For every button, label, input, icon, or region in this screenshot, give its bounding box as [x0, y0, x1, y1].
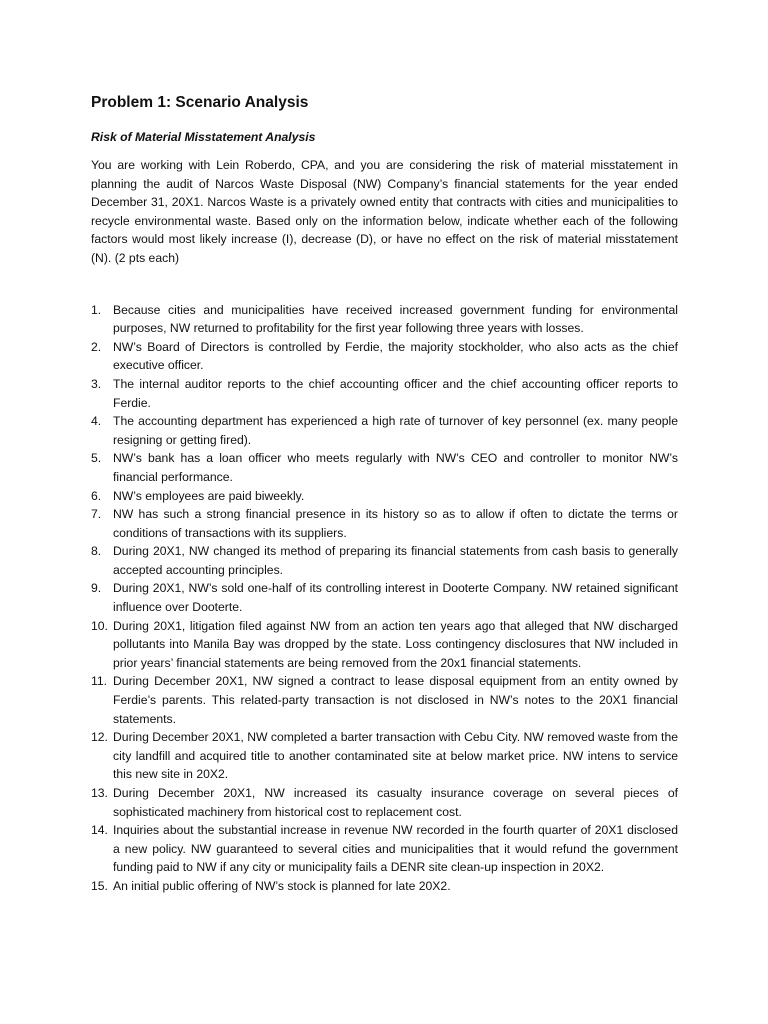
list-item — [91, 338, 678, 375]
item-number: 2. — [91, 339, 102, 354]
section-subtitle: Risk of Material Misstatement Analysis — [91, 130, 316, 144]
item-text: NW’s Board of Directors is controlled by Ferdie, the majority stockholder, who also acts as the chief executive officer. — [113, 339, 678, 373]
item-number: 4. — [91, 414, 102, 429]
item-number: 10. — [91, 618, 108, 633]
list-item — [91, 412, 678, 449]
item-text: Inquiries about the substantial increase in revenue NW recorded in the fourth quarter of 20X1 disclosed a new policy. NW guaranteed to several cities and municipalities that it would refund the government funding paid to NW if any city or municipality fails a DENR site clean-up inspection in 20X2. — [113, 823, 678, 875]
item-text: During 20X1, NW’s sold one-half of its controlling interest in Dooterte Company. NW retained significant influence over Dooterte. — [113, 581, 678, 615]
item-number: 9. — [91, 581, 102, 596]
item-text: During December 20X1, NW increased its casualty insurance coverage on several pieces of sophisticated machinery from historical cost to replacement cost. — [113, 786, 678, 819]
item-number: 12. — [91, 730, 108, 745]
list-item — [91, 579, 678, 616]
document-page — [91, 92, 678, 896]
item-number: 3. — [91, 376, 102, 391]
item-number: 5. — [91, 451, 102, 466]
item-text: The accounting department has experienced a high rate of turnover of key personnel (ex. many people resigning or getting fired). — [113, 414, 678, 447]
intro-paragraph: You are working with Lein Roberdo, CPA, and you are considering the risk of material misstatement in planning the audit of Narcos Waste Disposal (NW) Company’s financial statements for the year ended December 31, 20X1. Narcos Waste is a privately owned entity that contracts with cities and municipalities to recycle environmental waste. Based only on the information below, indicate whether each of the following factors would most likely increase (I), decrease (D), or have no effect on the risk of material misstatement (N). (2 pts each) — [91, 158, 678, 265]
list-item — [91, 728, 678, 784]
item-number: 6. — [91, 488, 102, 503]
item-text: During December 20X1, NW signed a contract to lease disposal equipment from an entity owned by Ferdie’s parents. This related-party transaction is not disclosed in NW’s notes to the 20X1 financial statements. — [113, 674, 678, 726]
factor-list — [91, 301, 678, 896]
item-text: During December 20X1, NW completed a barter transaction with Cebu City. NW removed waste from the city landfill and acquired title to another contaminated site at below market price. NW intens to service this new site in 20X2. — [113, 730, 678, 782]
item-number: 1. — [91, 302, 102, 317]
item-text: NW has such a strong financial presence in its history so as to allow if often to dictate the terms or conditions of transactions with its suppliers. — [113, 507, 678, 540]
list-item — [91, 542, 678, 579]
list-item — [91, 301, 678, 338]
list-item — [91, 821, 678, 877]
item-text: During 20X1, NW changed its method of preparing its financial statements from cash basis to generally accepted accounting principles. — [113, 544, 678, 577]
item-text: NW’s bank has a loan officer who meets regularly with NW’s CEO and controller to monitor NW’s financial performance. — [113, 451, 678, 484]
list-item — [91, 617, 678, 673]
item-number: 11. — [91, 674, 108, 689]
item-number: 14. — [91, 823, 108, 838]
list-item — [91, 449, 678, 486]
item-text: Because cities and municipalities have received increased government funding for environmental purposes, NW returned to profitability for the first year following three years with losses. — [113, 302, 678, 336]
item-number: 8. — [91, 544, 102, 559]
list-item — [91, 784, 678, 821]
item-text: The internal auditor reports to the chief accounting officer and the chief accounting officer reports to Ferdie. — [113, 376, 678, 410]
item-text: During 20X1, litigation filed against NW from an action ten years ago that alleged that NW discharged pollutants into Manila Bay was dropped by the state. Loss contingency disclosures that NW included in prior years’ financial statements are being removed from the 20x1 financial statements. — [113, 618, 678, 670]
list-item — [91, 672, 678, 728]
item-number: 7. — [91, 507, 102, 522]
list-item — [91, 505, 678, 542]
item-text: NW’s employees are paid biweekly. — [113, 488, 305, 503]
page-title: Problem 1: Scenario Analysis — [91, 94, 309, 111]
item-text: An initial public offering of NW’s stock is planned for late 20X2. — [113, 878, 451, 893]
list-item — [91, 375, 678, 412]
list-item — [91, 487, 678, 506]
item-number: 13. — [91, 786, 108, 800]
list-item — [91, 877, 678, 896]
item-number: 15. — [91, 878, 108, 893]
